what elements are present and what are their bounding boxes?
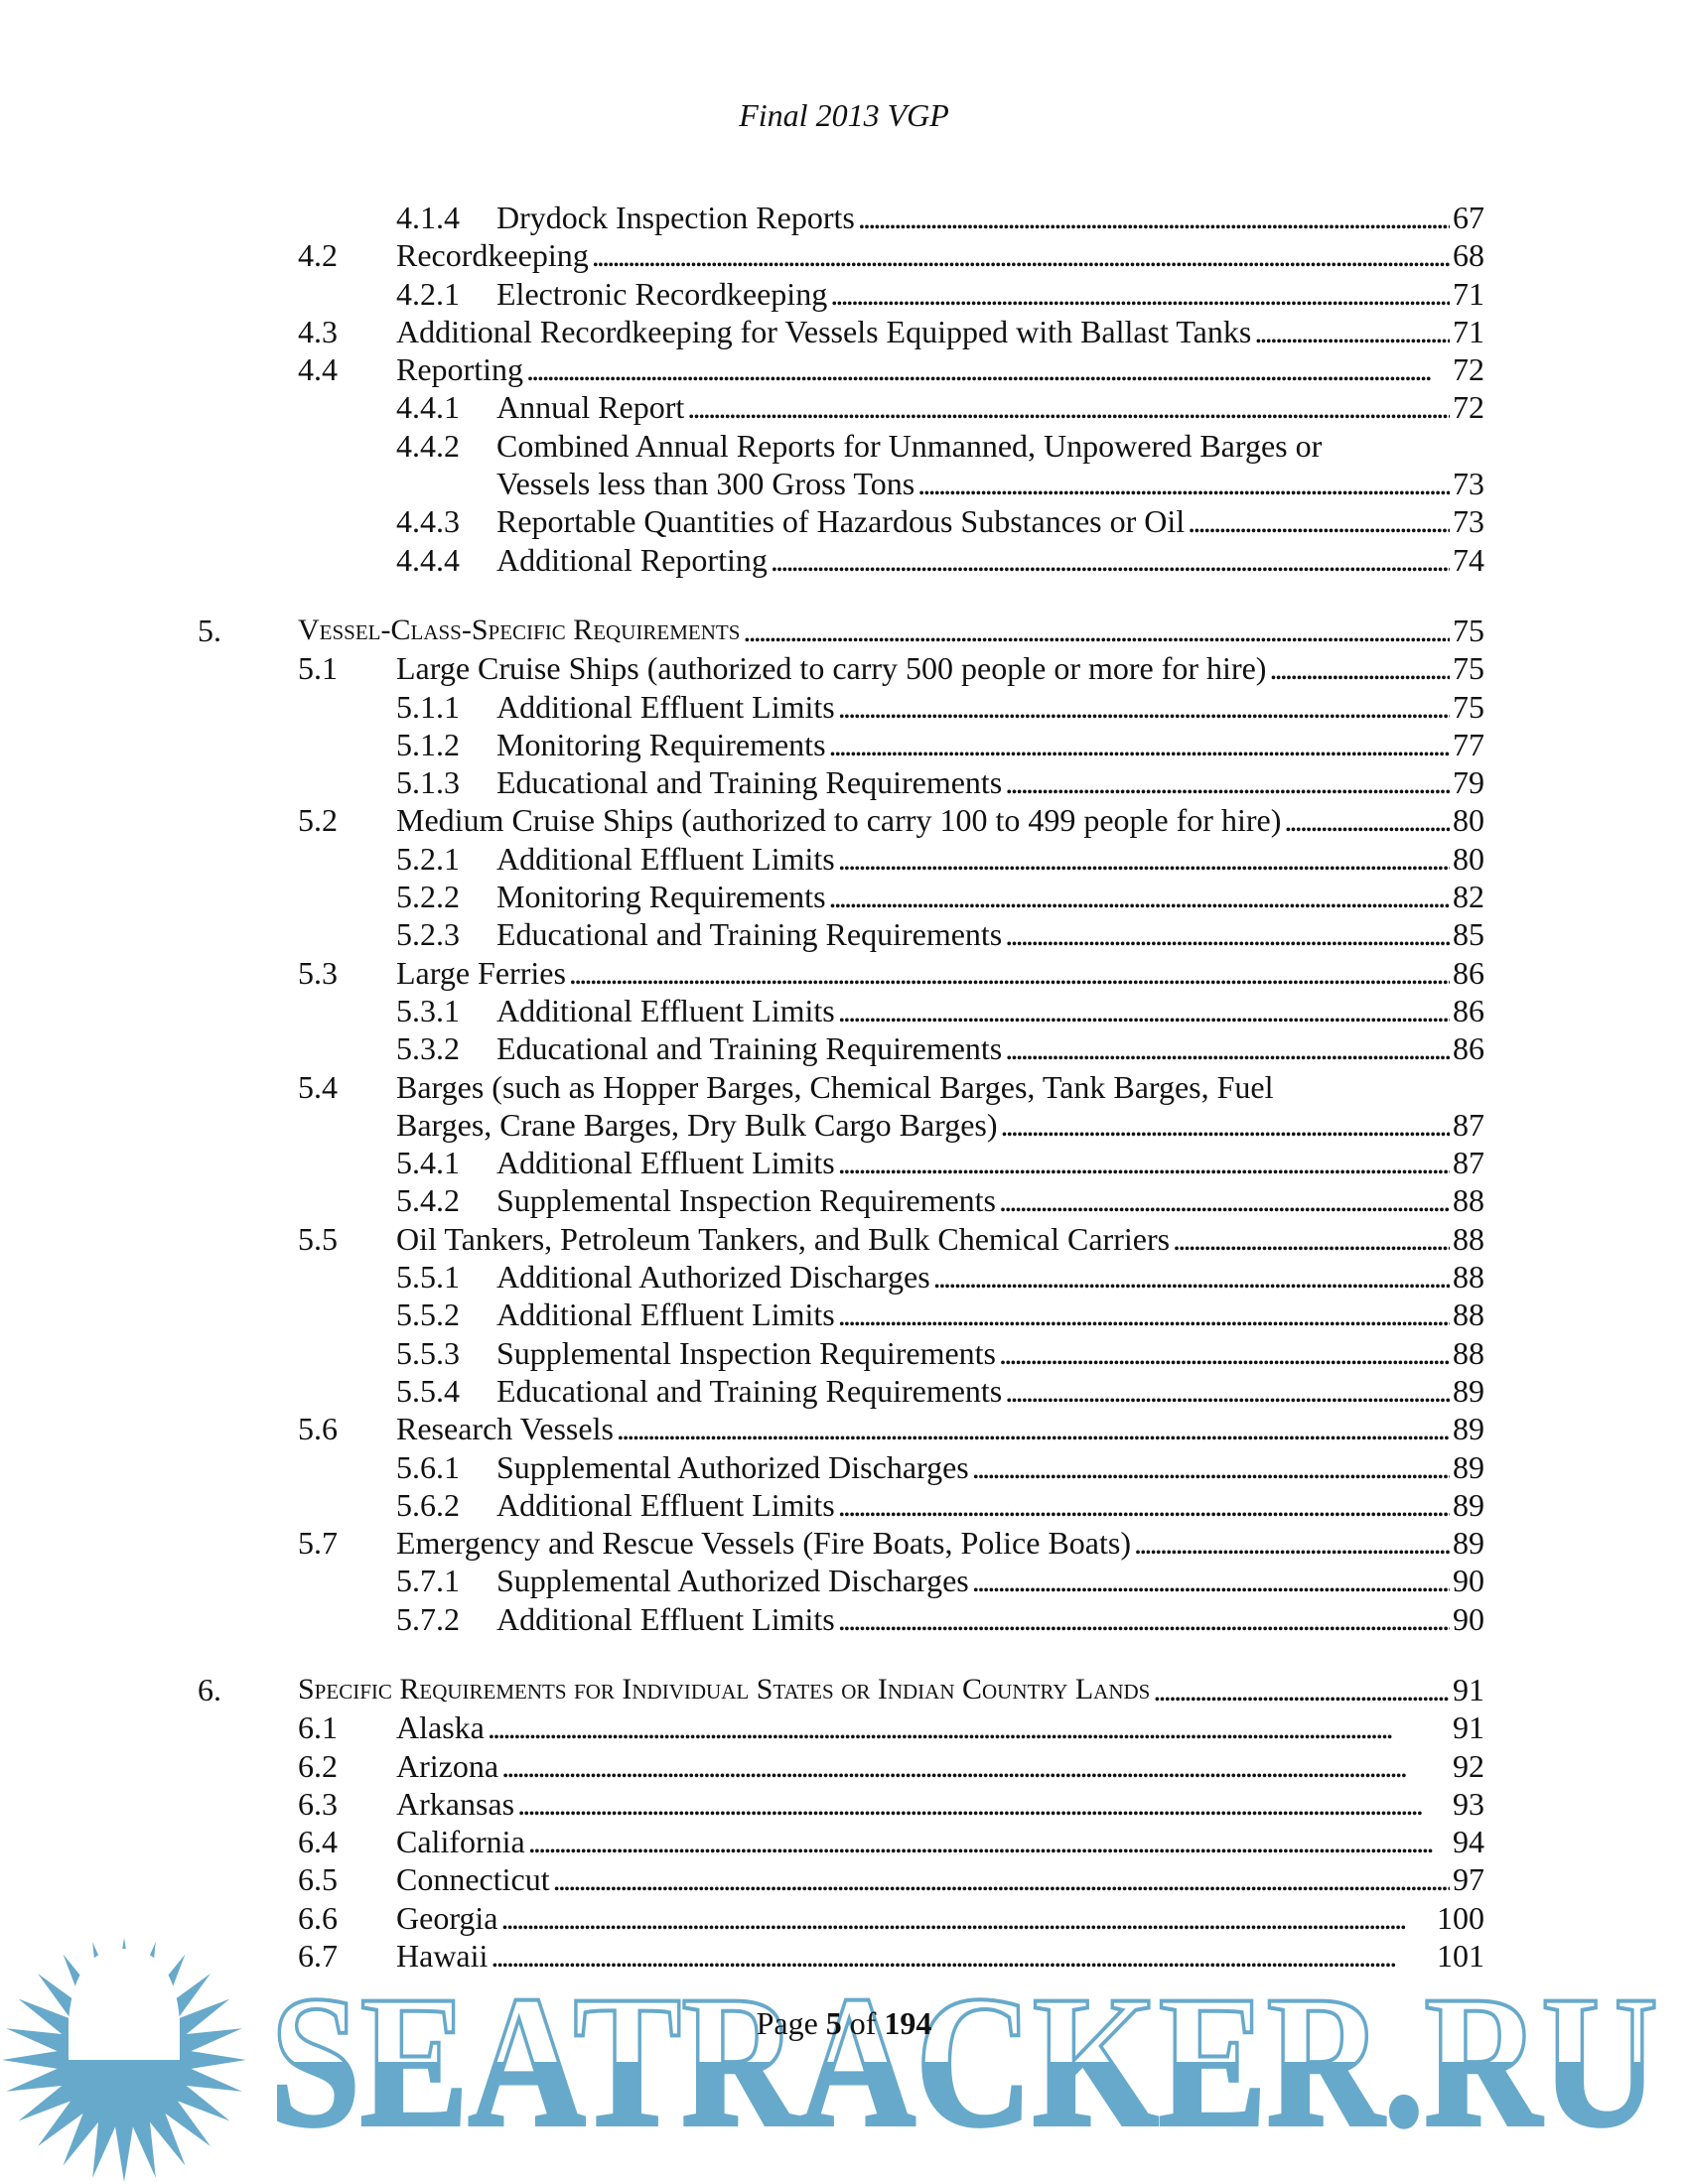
toc-entry[interactable] xyxy=(0,1600,1688,1638)
toc-title-line xyxy=(396,1524,1484,1562)
toc-title: Hawaii xyxy=(396,1938,489,1975)
toc-entry[interactable] xyxy=(0,1296,1688,1333)
toc-number: 5.2 xyxy=(298,802,338,839)
toc-title-line xyxy=(496,541,1484,579)
toc-title: Reporting xyxy=(396,351,523,388)
toc-title: Research Vessels xyxy=(396,1411,614,1447)
toc-title: Arizona xyxy=(396,1747,499,1784)
toc-entry[interactable] xyxy=(0,801,1688,839)
toc-title: Large Cruise Ships (authorized to carry 500 people or more for hire) xyxy=(396,650,1267,687)
toc-number: 5.6.2 xyxy=(396,1486,460,1523)
toc-title: Electronic Recordkeeping xyxy=(496,275,828,312)
toc-title: Supplemental Inspection Requirements xyxy=(496,1334,996,1371)
toc-number: 5.5.3 xyxy=(396,1334,460,1371)
toc-title-line xyxy=(496,688,1484,726)
toc-entry[interactable] xyxy=(0,1747,1688,1785)
toc-page-number: 94 xyxy=(1453,1824,1484,1860)
toc-entry[interactable] xyxy=(0,915,1688,953)
toc-number: 6.6 xyxy=(298,1899,338,1936)
toc-title: Educational and Training Requirements xyxy=(496,764,1003,801)
dot-leader xyxy=(1005,763,1450,801)
toc-page-number: 88 xyxy=(1453,1220,1484,1257)
toc-page-number: 91 xyxy=(1453,1671,1484,1707)
dot-leader xyxy=(592,236,1450,274)
sun-disc xyxy=(69,1949,180,2060)
toc-page-number: 92 xyxy=(1453,1747,1484,1784)
dot-leader xyxy=(999,1181,1450,1219)
toc-entry[interactable] xyxy=(0,1448,1688,1486)
toc-number: 5.5.2 xyxy=(396,1297,460,1333)
toc-page-number: 88 xyxy=(1453,1297,1484,1333)
toc-title-line xyxy=(396,1220,1484,1258)
toc-title: Additional Effluent Limits xyxy=(496,1600,835,1637)
toc-title-line xyxy=(496,1144,1484,1181)
toc-title: Alaska xyxy=(396,1709,485,1746)
running-header: Final 2013 VGP xyxy=(739,97,949,133)
toc-number: 4.4.2 xyxy=(396,427,460,464)
toc-page-number: 91 xyxy=(1453,1709,1484,1746)
toc-page-number: 101 xyxy=(1437,1938,1484,1975)
toc-page-number: 89 xyxy=(1453,1525,1484,1562)
dot-leader xyxy=(972,1448,1450,1486)
dot-leader xyxy=(1254,313,1450,350)
toc-title-line xyxy=(496,763,1484,801)
toc-entry[interactable] xyxy=(0,1524,1688,1562)
toc-title-line xyxy=(496,1486,1484,1524)
dot-leader xyxy=(617,1410,1450,1447)
toc-number: 5.4 xyxy=(298,1068,338,1105)
toc-page-number: 87 xyxy=(1453,1145,1484,1181)
toc-title: Additional Effluent Limits xyxy=(496,1145,835,1181)
toc-title-line xyxy=(496,1600,1484,1638)
toc-title: Additional Effluent Limits xyxy=(496,992,835,1028)
toc-page-number: 75 xyxy=(1453,612,1484,648)
toc-entry[interactable] xyxy=(0,1708,1688,1746)
dot-leader xyxy=(917,465,1450,502)
toc-number: 6.2 xyxy=(298,1747,338,1784)
dot-leader xyxy=(553,1860,1450,1898)
toc-page-number: 73 xyxy=(1453,466,1484,502)
toc-number: 5.7 xyxy=(298,1525,338,1562)
watermark xyxy=(0,1936,1688,2184)
toc-page-number: 85 xyxy=(1453,916,1484,953)
toc-page-number: 89 xyxy=(1453,1411,1484,1447)
toc-title-line xyxy=(496,992,1484,1029)
toc-page-number: 71 xyxy=(1453,275,1484,312)
toc-page-number: 73 xyxy=(1453,503,1484,540)
toc-page-number: 75 xyxy=(1453,688,1484,725)
toc-number: 5.3.2 xyxy=(396,1030,460,1067)
dot-leader xyxy=(838,688,1450,726)
toc-title: Additional Effluent Limits xyxy=(496,688,835,725)
dot-leader xyxy=(528,1823,1450,1860)
toc-entry[interactable] xyxy=(0,840,1688,878)
toc-title: Annual Report xyxy=(496,389,685,426)
total-pages: 194 xyxy=(884,2005,932,2041)
toc-title: Additional Effluent Limits xyxy=(496,1297,835,1333)
toc-number: 5.5 xyxy=(298,1220,338,1257)
toc-title-line xyxy=(496,1029,1484,1067)
toc-title-line xyxy=(396,954,1484,992)
toc-title-line xyxy=(496,199,1484,236)
dot-leader xyxy=(838,1296,1450,1333)
dot-leader xyxy=(1134,1524,1450,1562)
toc-number: 4.4.3 xyxy=(396,503,460,540)
toc-page-number: 82 xyxy=(1453,879,1484,915)
toc-title-line xyxy=(496,388,1484,426)
toc-title: Large Ferries xyxy=(396,954,566,991)
toc-entry[interactable] xyxy=(0,992,1688,1029)
dot-leader xyxy=(838,1486,1450,1524)
toc-title: Connecticut xyxy=(396,1861,550,1898)
toc-title-line xyxy=(496,502,1484,540)
toc-title: Specific Requirements for Individual States or Indian Country Lands xyxy=(298,1672,1151,1706)
toc-number: 4.2 xyxy=(298,237,338,274)
toc-title-line xyxy=(396,1410,1484,1447)
page-footer xyxy=(0,2005,1688,2042)
toc-title-line xyxy=(496,275,1484,313)
dot-leader xyxy=(501,1747,1450,1785)
toc-page-number: 90 xyxy=(1453,1563,1484,1599)
toc-number: 5.5.1 xyxy=(396,1259,460,1296)
sun-logo-icon xyxy=(2,1938,246,2182)
toc-number: 4.4.1 xyxy=(396,389,460,426)
dot-leader xyxy=(526,350,1450,388)
toc-title: Supplemental Inspection Requirements xyxy=(496,1182,996,1219)
dot-leader xyxy=(838,992,1450,1029)
toc-page-number: 100 xyxy=(1437,1899,1484,1936)
dot-leader xyxy=(1188,502,1450,540)
toc-title: Educational and Training Requirements xyxy=(496,916,1003,953)
toc-title: Recordkeeping xyxy=(396,237,589,274)
toc-entry[interactable] xyxy=(0,1671,1688,1708)
toc-entry[interactable] xyxy=(0,1372,1688,1410)
toc-entry[interactable] xyxy=(0,763,1688,801)
toc-title-line xyxy=(396,801,1484,839)
toc-title-line xyxy=(496,465,1484,502)
toc-page-number: 72 xyxy=(1453,389,1484,426)
toc-entry[interactable] xyxy=(0,313,1688,350)
toc-title: Supplemental Authorized Discharges xyxy=(496,1563,969,1599)
toc-entry[interactable] xyxy=(0,1181,1688,1219)
toc-number: 4.3 xyxy=(298,313,338,349)
toc-title: Monitoring Requirements xyxy=(496,726,826,762)
toc-title: Additional Recordkeeping for Vessels Equipped with Ballast Tanks xyxy=(396,313,1252,349)
toc-title: Additional Authorized Discharges xyxy=(496,1259,930,1296)
toc-page-number: 88 xyxy=(1453,1182,1484,1219)
toc-page-number: 90 xyxy=(1453,1600,1484,1637)
toc-entry[interactable] xyxy=(0,726,1688,763)
dot-leader xyxy=(1001,1106,1450,1144)
toc-entry[interactable] xyxy=(0,541,1688,579)
toc-title-line xyxy=(396,350,1484,388)
toc-entry-continued[interactable] xyxy=(0,465,1688,502)
toc-page-number: 89 xyxy=(1453,1448,1484,1485)
toc-title-line xyxy=(496,427,1484,465)
dot-leader xyxy=(1269,649,1450,687)
toc-number: 5.4.1 xyxy=(396,1145,460,1181)
dot-leader xyxy=(743,612,1450,649)
toc-number: 5.1.2 xyxy=(396,726,460,762)
toc-entry[interactable] xyxy=(0,878,1688,915)
toc-title-line xyxy=(496,1448,1484,1486)
toc-title: Educational and Training Requirements xyxy=(496,1030,1003,1067)
table-of-contents xyxy=(0,199,1688,1975)
toc-title-line xyxy=(496,1296,1484,1333)
toc-page-number: 97 xyxy=(1453,1861,1484,1898)
toc-title: Vessel-Class-Specific Requirements xyxy=(298,613,741,646)
toc-entry[interactable] xyxy=(0,350,1688,388)
toc-number: 6.5 xyxy=(298,1861,338,1898)
toc-page-number: 71 xyxy=(1453,313,1484,349)
toc-number: 4.4 xyxy=(298,351,338,388)
toc-entry[interactable] xyxy=(0,275,1688,313)
dot-leader xyxy=(500,1899,1434,1937)
toc-entry[interactable] xyxy=(0,388,1688,426)
toc-number: 5.5.4 xyxy=(396,1372,460,1409)
toc-entry[interactable] xyxy=(0,1486,1688,1524)
toc-number: 6.7 xyxy=(298,1938,338,1975)
dot-leader xyxy=(1005,1029,1450,1067)
dot-leader xyxy=(569,954,1450,992)
toc-title: Barges (such as Hopper Barges, Chemical Barges, Tank Barges, Fuel xyxy=(396,1068,1274,1105)
toc-page-number: 86 xyxy=(1453,992,1484,1028)
toc-number: 5. xyxy=(198,612,221,648)
dot-leader xyxy=(488,1708,1450,1746)
dot-leader xyxy=(838,840,1450,878)
toc-title-line xyxy=(396,1785,1484,1823)
toc-number: 6.3 xyxy=(298,1785,338,1822)
toc-number: 5.2.2 xyxy=(396,879,460,915)
toc-entry[interactable] xyxy=(0,502,1688,540)
toc-entry[interactable] xyxy=(0,1144,1688,1181)
toc-title-line xyxy=(396,1106,1484,1144)
toc-title-line xyxy=(496,1372,1484,1410)
toc-number: 5.6 xyxy=(298,1411,338,1447)
toc-title-line xyxy=(396,1823,1484,1860)
toc-entry[interactable] xyxy=(0,1899,1688,1937)
toc-title-line xyxy=(396,1068,1484,1106)
toc-title: Additional Reporting xyxy=(496,541,768,578)
toc-title-line xyxy=(496,878,1484,915)
toc-number: 5.2.3 xyxy=(396,916,460,953)
toc-entry[interactable] xyxy=(0,1029,1688,1067)
toc-page-number: 93 xyxy=(1453,1785,1484,1822)
toc-title: Additional Effluent Limits xyxy=(496,1486,835,1523)
toc-number: 5.1 xyxy=(298,650,338,687)
toc-entry[interactable] xyxy=(0,649,1688,687)
toc-title: Additional Effluent Limits xyxy=(496,840,835,877)
toc-title: Emergency and Rescue Vessels (Fire Boats, Police Boats) xyxy=(396,1525,1131,1562)
toc-entry[interactable] xyxy=(0,1258,1688,1296)
toc-page-number: 80 xyxy=(1453,840,1484,877)
dot-leader xyxy=(1005,1372,1450,1410)
dot-leader xyxy=(858,199,1450,236)
toc-entry[interactable] xyxy=(0,427,1688,465)
toc-number: 5.3.1 xyxy=(396,992,460,1028)
toc-number: 5.6.1 xyxy=(396,1448,460,1485)
toc-title-line xyxy=(496,1562,1484,1599)
toc-title-continued: Vessels less than 300 Gross Tons xyxy=(496,466,915,502)
toc-number: 5.4.2 xyxy=(396,1182,460,1219)
dot-leader xyxy=(687,388,1450,426)
toc-title: Reportable Quantities of Hazardous Substances or Oil xyxy=(496,503,1186,540)
toc-title: Monitoring Requirements xyxy=(496,879,826,915)
toc-number: 4.2.1 xyxy=(396,275,460,312)
toc-title: Supplemental Authorized Discharges xyxy=(496,1448,969,1485)
toc-page-number: 79 xyxy=(1453,764,1484,801)
toc-title-line xyxy=(298,612,1484,649)
toc-title-line xyxy=(396,236,1484,274)
toc-title: California xyxy=(396,1824,525,1860)
toc-number: 5.2.1 xyxy=(396,840,460,877)
dot-leader xyxy=(829,878,1450,915)
toc-title: Combined Annual Reports for Unmanned, Unpowered Barges or xyxy=(496,427,1323,464)
dot-leader xyxy=(1284,801,1450,839)
toc-title: Oil Tankers, Petroleum Tankers, and Bulk Chemical Carriers xyxy=(396,1220,1171,1257)
toc-entry[interactable] xyxy=(0,1562,1688,1599)
toc-title-line xyxy=(496,915,1484,953)
toc-page-number: 72 xyxy=(1453,351,1484,388)
toc-title: Arkansas xyxy=(396,1785,515,1822)
of-label: of xyxy=(849,2005,877,2041)
toc-title-continued: Barges, Crane Barges, Dry Bulk Cargo Barges) xyxy=(396,1106,998,1143)
dot-leader xyxy=(771,541,1450,579)
toc-number: 5.7.1 xyxy=(396,1563,460,1599)
toc-number: 6. xyxy=(198,1671,221,1707)
dot-leader xyxy=(1005,915,1450,953)
toc-title-line xyxy=(496,840,1484,878)
toc-title-line xyxy=(298,1671,1484,1708)
toc-entry[interactable] xyxy=(0,1334,1688,1372)
toc-entry[interactable] xyxy=(0,1220,1688,1258)
toc-title-line xyxy=(396,1899,1484,1937)
toc-number: 5.1.3 xyxy=(396,764,460,801)
toc-entry[interactable] xyxy=(0,236,1688,274)
toc-title-line xyxy=(396,1747,1484,1785)
dot-leader xyxy=(517,1785,1450,1823)
watermark-text: SEATRACKER.RU xyxy=(270,1958,1658,2166)
dot-leader xyxy=(972,1562,1450,1599)
toc-title-line xyxy=(396,1708,1484,1746)
dot-leader xyxy=(933,1258,1450,1296)
toc-number: 5.3 xyxy=(298,954,338,991)
toc-title: Georgia xyxy=(396,1899,498,1936)
toc-page-number: 89 xyxy=(1453,1372,1484,1409)
toc-entry[interactable] xyxy=(0,1410,1688,1447)
toc-title: Medium Cruise Ships (authorized to carry 100 to 499 people for hire) xyxy=(396,802,1282,839)
toc-number: 4.1.4 xyxy=(396,200,460,235)
toc-title-line xyxy=(396,1860,1484,1898)
toc-number: 6.1 xyxy=(298,1709,338,1746)
dot-leader xyxy=(838,1144,1450,1181)
toc-page-number: 75 xyxy=(1453,650,1484,687)
dot-leader xyxy=(1153,1671,1450,1708)
toc-title-line xyxy=(396,313,1484,350)
toc-entry[interactable] xyxy=(0,1068,1688,1106)
toc-number: 6.4 xyxy=(298,1824,338,1860)
toc-page-number: 88 xyxy=(1453,1259,1484,1296)
toc-title-line xyxy=(496,1258,1484,1296)
dot-leader xyxy=(829,726,1450,763)
toc-number: 5.7.2 xyxy=(396,1600,460,1637)
toc-entry[interactable] xyxy=(0,199,1688,236)
dot-leader xyxy=(1173,1220,1450,1258)
toc-entry[interactable] xyxy=(0,954,1688,992)
toc-entry-continued[interactable] xyxy=(0,1106,1688,1144)
toc-title-line xyxy=(496,1181,1484,1219)
toc-page-number: 86 xyxy=(1453,1030,1484,1067)
toc-entry[interactable] xyxy=(0,612,1688,649)
toc-number: 5.1.1 xyxy=(396,688,460,725)
toc-number: 4.4.4 xyxy=(396,541,460,578)
toc-page-number: 68 xyxy=(1453,237,1484,274)
toc-page-number: 89 xyxy=(1453,1486,1484,1523)
toc-entry[interactable] xyxy=(0,1823,1688,1860)
dot-leader xyxy=(830,275,1450,313)
toc-title-line xyxy=(496,726,1484,763)
toc-page-number: 88 xyxy=(1453,1334,1484,1371)
dot-leader xyxy=(999,1334,1450,1372)
toc-page-number: 87 xyxy=(1453,1106,1484,1143)
toc-page-number: 80 xyxy=(1453,802,1484,839)
dot-leader xyxy=(838,1600,1450,1638)
page-label: Page xyxy=(756,2005,818,2041)
toc-entry[interactable] xyxy=(0,688,1688,726)
toc-title: Drydock Inspection Reports xyxy=(496,200,855,235)
toc-page-number: 86 xyxy=(1453,954,1484,991)
toc-page-number: 67 xyxy=(1453,200,1484,235)
toc-title: Educational and Training Requirements xyxy=(496,1372,1003,1409)
current-page: 5 xyxy=(825,2005,842,2041)
toc-page-number: 77 xyxy=(1453,726,1484,762)
toc-entry[interactable] xyxy=(0,1785,1688,1823)
toc-title-line xyxy=(496,1334,1484,1372)
toc-page-number: 74 xyxy=(1453,541,1484,578)
toc-title-line xyxy=(396,649,1484,687)
toc-entry[interactable] xyxy=(0,1860,1688,1898)
